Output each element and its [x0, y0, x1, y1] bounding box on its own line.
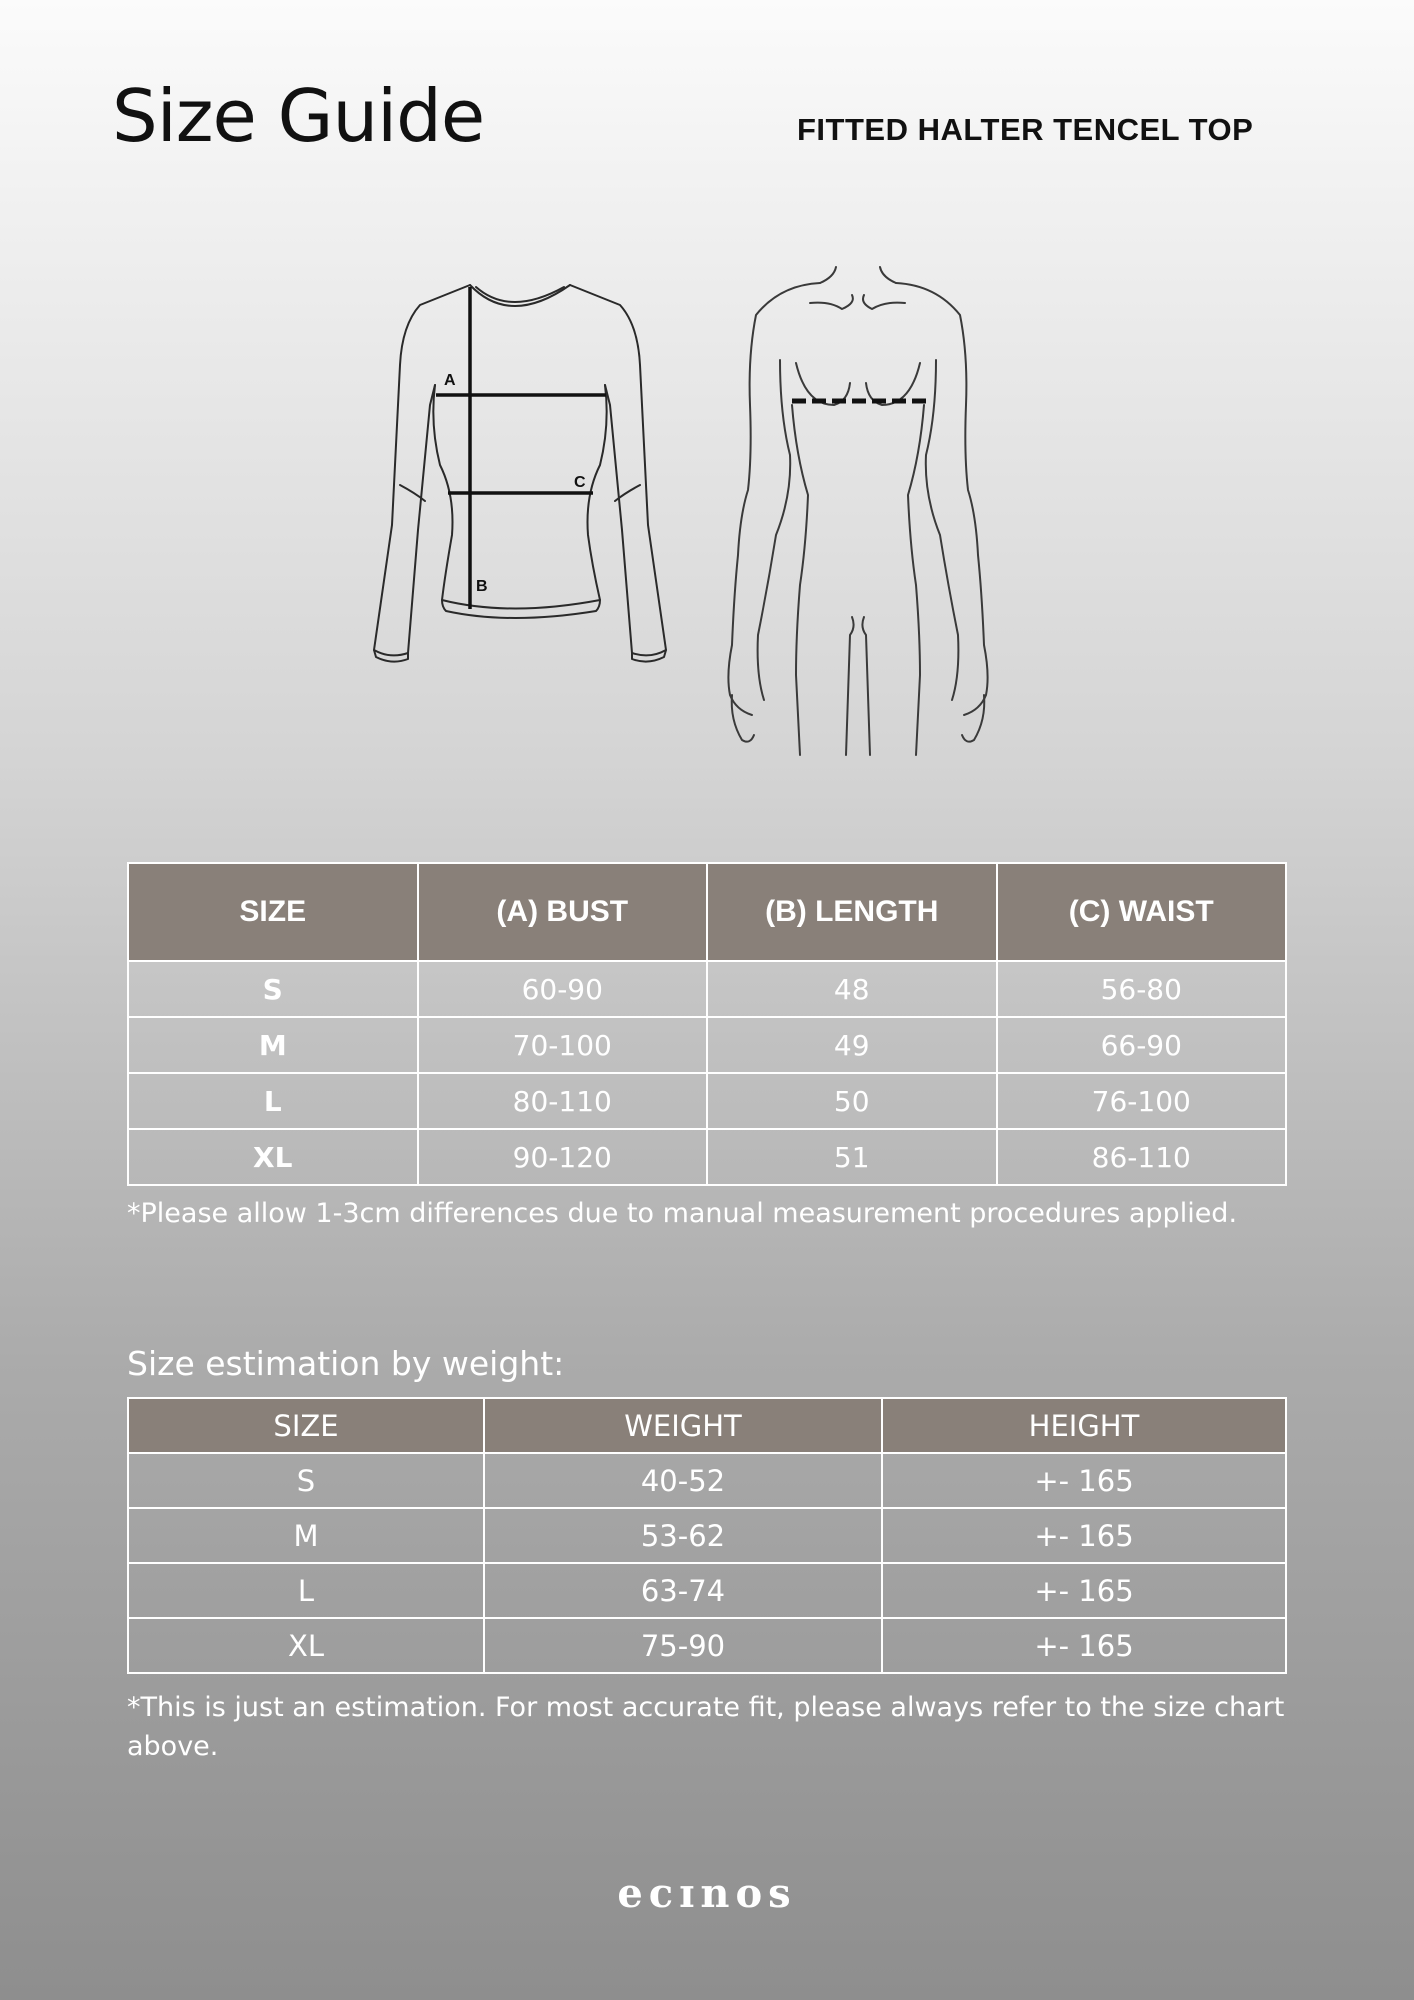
- table-row: [128, 961, 1286, 1017]
- brand-logo: ecɪnos: [617, 1870, 797, 1917]
- cell-size: M: [128, 1508, 484, 1563]
- cell-size: L: [128, 1563, 484, 1618]
- cell-bust: 70-100: [418, 1017, 708, 1073]
- label-b: B: [476, 578, 488, 595]
- cell-weight: 40-52: [484, 1453, 882, 1508]
- cell-size: S: [128, 961, 418, 1017]
- measurement-illustration: [360, 255, 1000, 775]
- cell-height: +- 165: [882, 1563, 1286, 1618]
- top-garment-drawing: [374, 285, 666, 662]
- measurement-lines: [436, 287, 606, 609]
- page-title: Size Guide: [112, 74, 485, 158]
- weight-estimation-heading: Size estimation by weight:: [127, 1344, 565, 1383]
- cell-height: +- 165: [882, 1508, 1286, 1563]
- cell-weight: 75-90: [484, 1618, 882, 1673]
- header-size: SIZE: [128, 863, 418, 961]
- product-name: FITTED HALTER TENCEL TOP: [797, 112, 1254, 147]
- cell-length: 50: [707, 1073, 997, 1129]
- size-chart-table: [127, 862, 1287, 1186]
- table-row: [128, 1618, 1286, 1673]
- header-size: SIZE: [128, 1398, 484, 1453]
- cell-size: M: [128, 1017, 418, 1073]
- size-chart-header-row: [128, 863, 1286, 961]
- header-length: (B) LENGTH: [707, 863, 997, 961]
- cell-length: 48: [707, 961, 997, 1017]
- label-a: A: [444, 372, 456, 389]
- cell-waist: 66-90: [997, 1017, 1287, 1073]
- cell-waist: 76-100: [997, 1073, 1287, 1129]
- label-c: C: [574, 474, 586, 491]
- cell-waist: 86-110: [997, 1129, 1287, 1185]
- cell-waist: 56-80: [997, 961, 1287, 1017]
- cell-size: XL: [128, 1618, 484, 1673]
- estimation-note: *This is just an estimation. For most accurate fit, please always refer to the size chart above.: [127, 1692, 1285, 1762]
- measurement-note: *Please allow 1-3cm differences due to manual measurement procedures applied.: [127, 1198, 1238, 1229]
- cell-height: +- 165: [882, 1453, 1286, 1508]
- cell-weight: 63-74: [484, 1563, 882, 1618]
- weight-chart-header-row: [128, 1398, 1286, 1453]
- cell-weight: 53-62: [484, 1508, 882, 1563]
- cell-length: 49: [707, 1017, 997, 1073]
- header-waist: (C) WAIST: [997, 863, 1287, 961]
- cell-size: S: [128, 1453, 484, 1508]
- cell-bust: 90-120: [418, 1129, 708, 1185]
- body-figure-drawing: [728, 267, 987, 755]
- header-height: HEIGHT: [882, 1398, 1286, 1453]
- cell-size: XL: [128, 1129, 418, 1185]
- table-row: [128, 1129, 1286, 1185]
- header-bust: (A) BUST: [418, 863, 708, 961]
- table-row: [128, 1453, 1286, 1508]
- cell-length: 51: [707, 1129, 997, 1185]
- table-row: [128, 1073, 1286, 1129]
- table-row: [128, 1017, 1286, 1073]
- table-row: [128, 1508, 1286, 1563]
- cell-size: L: [128, 1073, 418, 1129]
- table-row: [128, 1563, 1286, 1618]
- header-weight: WEIGHT: [484, 1398, 882, 1453]
- cell-bust: 60-90: [418, 961, 708, 1017]
- cell-bust: 80-110: [418, 1073, 708, 1129]
- cell-height: +- 165: [882, 1618, 1286, 1673]
- weight-chart-table: [127, 1397, 1287, 1674]
